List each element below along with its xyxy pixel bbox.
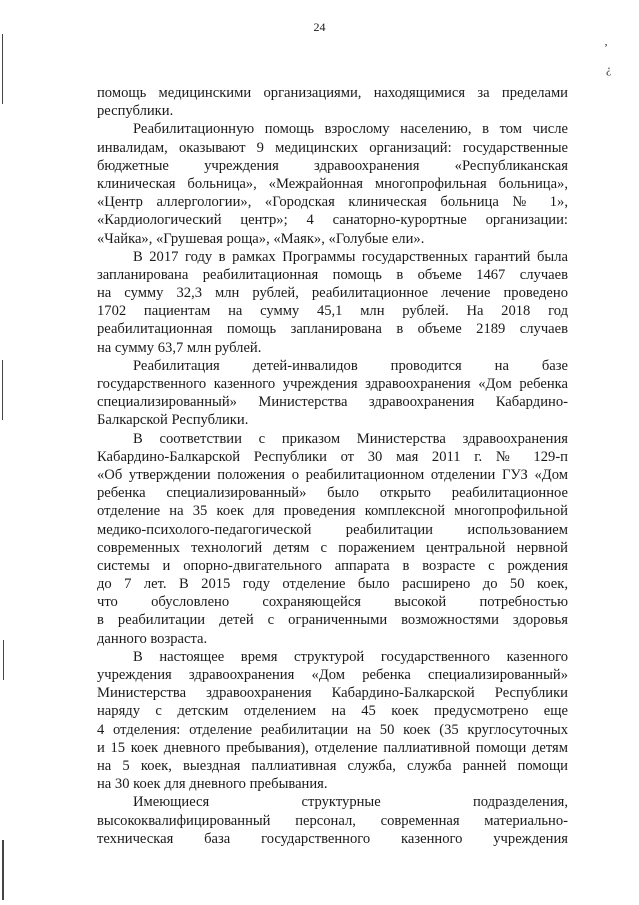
paragraph <box>97 793 568 848</box>
text-line: наряду с детским отделением на 45 коек предусмотрено еще <box>97 703 568 720</box>
text-line: медико-психолого-педагогической реабилитации использованием <box>97 521 568 538</box>
text-line: Имеющиеся структурные подразделения, <box>133 794 568 811</box>
paragraph <box>97 84 568 120</box>
text-line: Кабардино-Балкарской Республики от 30 мая 2011 г. № 129-п <box>97 448 568 465</box>
text-line: В настоящее время структурой государственного казенного <box>133 648 568 665</box>
text-line: что обусловлено сохраняющейся высокой потребностью <box>97 594 568 611</box>
scan-speck: ‚ <box>604 34 608 48</box>
paragraph <box>97 120 568 247</box>
scan-edge-mark <box>2 360 3 420</box>
text-line: Министерства здравоохранения Кабардино-Балкарской Республики <box>97 685 568 702</box>
text-line: системы и опорно-двигательного аппарата в возрасте с рождения <box>97 557 568 574</box>
scan-speck: ¿ <box>606 62 612 76</box>
document-body <box>97 84 568 848</box>
text-line: инвалидам, оказывают 9 медицинских организаций: государственные <box>97 139 568 156</box>
text-line: 1702 пациентам на сумму 45,1 млн рублей. На 2018 год <box>97 303 568 320</box>
text-line: и 15 коек дневного пребывания), отделение паллиативной помощи детям <box>97 739 568 756</box>
text-line: «Чайка», «Грушевая роща», «Маяк», «Голубые ели». <box>97 230 425 247</box>
scan-edge-mark <box>2 840 4 900</box>
text-line: помощь медицинскими организациями, находящимися за пределами <box>97 85 568 101</box>
text-line: данного возраста. <box>97 630 208 647</box>
text-line: Реабилитация детей-инвалидов проводится на базе <box>133 357 568 374</box>
text-line: «Кардиологический центр»; 4 санаторно-курортные организации: <box>97 212 568 229</box>
text-line: государственного казенного учреждения здравоохранения «Дом ребенка <box>97 376 568 392</box>
paragraph <box>97 248 568 357</box>
text-line: в реабилитации детей с ограниченными возможностями здоровья <box>97 612 568 629</box>
text-line: В соответствии с приказом Министерства здравоохранения <box>133 430 568 447</box>
text-line: отделение на 35 коек для проведения комплексной многопрофильной <box>97 503 568 520</box>
text-line: до 7 лет. В 2015 году отделение было расширено до 50 коек, <box>97 576 568 593</box>
page-number: 24 <box>313 20 326 34</box>
text-line: В 2017 году в рамках Программы государственных гарантий была <box>133 248 568 265</box>
text-line: 4 отделения: отделение реабилитации на 50 коек (35 круглосуточных <box>97 721 568 738</box>
scan-edge-mark <box>2 34 3 104</box>
text-line: «Об утверждении положения о реабилитационном отделении ГУЗ «Дом <box>97 466 568 483</box>
text-line: на сумму 63,7 млн рублей. <box>97 339 262 356</box>
text-line: на сумму 32,3 млн рублей, реабилитационное лечение проведено <box>97 285 568 302</box>
scan-edge-mark <box>3 640 4 680</box>
text-line: запланирована реабилитационная помощь в объеме 1467 случаев <box>97 266 568 283</box>
text-line: специализированный» Министерства здравоохранения Кабардино- <box>97 394 568 411</box>
text-line: ребенка специализированный» было открыто реабилитационное <box>97 485 568 502</box>
text-line: бюджетные учреждения здравоохранения «Республиканская <box>97 157 568 174</box>
text-line: республики. <box>97 103 174 120</box>
text-line: Балкарской Республики. <box>97 412 249 429</box>
text-line: высококвалифицированный персонал, современная материально- <box>97 812 568 829</box>
text-line: учреждения здравоохранения «Дом ребенка специализированный» <box>97 667 568 683</box>
paragraph <box>97 357 568 430</box>
paragraph <box>97 648 568 794</box>
text-line: клиническая больница», «Межрайонная многопрофильная больница», <box>97 175 568 192</box>
text-line: техническая база государственного казенного учреждения <box>97 830 568 847</box>
text-line: на 30 коек для дневного пребывания. <box>97 776 328 793</box>
text-line: «Центр аллергологии», «Городская клиническая больница № 1», <box>97 194 568 211</box>
text-line: на 5 коек, выездная паллиативная служба, служба ранней помощи <box>97 757 568 774</box>
paragraph <box>97 430 568 648</box>
text-line: Реабилитационную помощь взрослому населению, в том числе <box>133 121 568 138</box>
text-line: реабилитационная помощь запланирована в объеме 2189 случаев <box>97 321 568 338</box>
text-line: современных технологий детям с поражением центральной нервной <box>97 539 568 556</box>
